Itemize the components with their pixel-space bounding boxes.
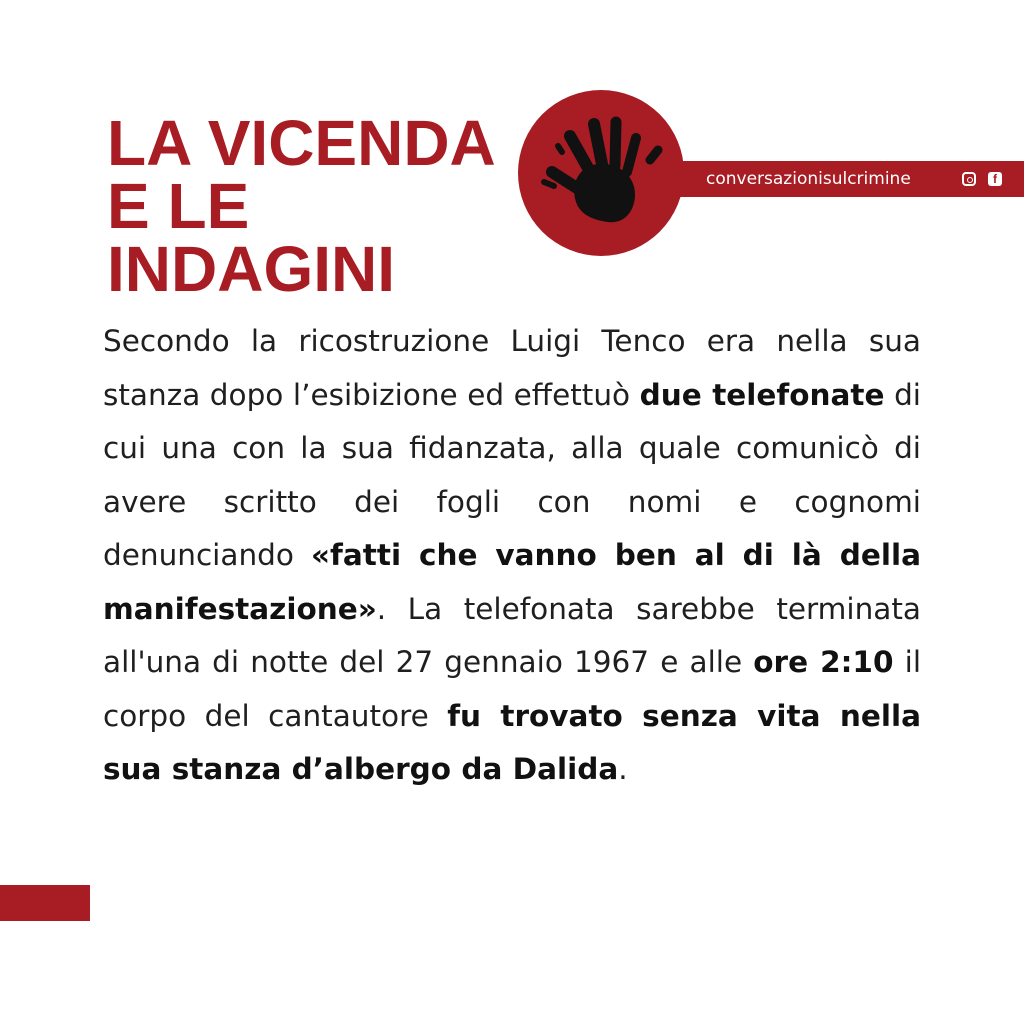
title-line-3: INDAGINI xyxy=(107,233,395,305)
text-segment: Secondo la ricostruzione Luigi Tenco era nella sua stanza dopo l’esibizione ed effettuò xyxy=(103,324,921,412)
instagram-icon[interactable] xyxy=(962,172,976,186)
handprint-icon xyxy=(518,90,684,256)
page-title xyxy=(107,107,496,305)
title-line-2: E LE xyxy=(107,170,250,242)
facebook-icon[interactable]: f xyxy=(988,172,1002,186)
bold-segment: «fatti che vanno ben al di là della manifestazione» xyxy=(103,538,921,626)
title-line-1: LA VICENDA xyxy=(107,107,496,179)
body-paragraph xyxy=(103,315,921,797)
text-segment: . La telefonata sarebbe terminata all'una di notte del 27 gennaio 1967 e alle xyxy=(103,591,921,679)
accent-bar xyxy=(0,885,90,921)
text-segment: di cui una con la sua fidanzata, alla quale comunicò di avere scritto dei fogli con nomi e cognomi denunciando xyxy=(103,377,921,572)
bold-segment: fu trovato senza vita nella sua stanza d’albergo da Dalida xyxy=(103,698,921,786)
text-segment: . xyxy=(618,752,628,786)
handprint-logo xyxy=(518,90,684,256)
text-segment: il corpo del cantautore xyxy=(103,645,922,733)
brand-handle[interactable]: conversazionisulcrimine xyxy=(706,169,911,189)
bold-segment: ore 2:10 xyxy=(753,645,894,679)
bold-segment: due telefonate xyxy=(639,377,885,412)
